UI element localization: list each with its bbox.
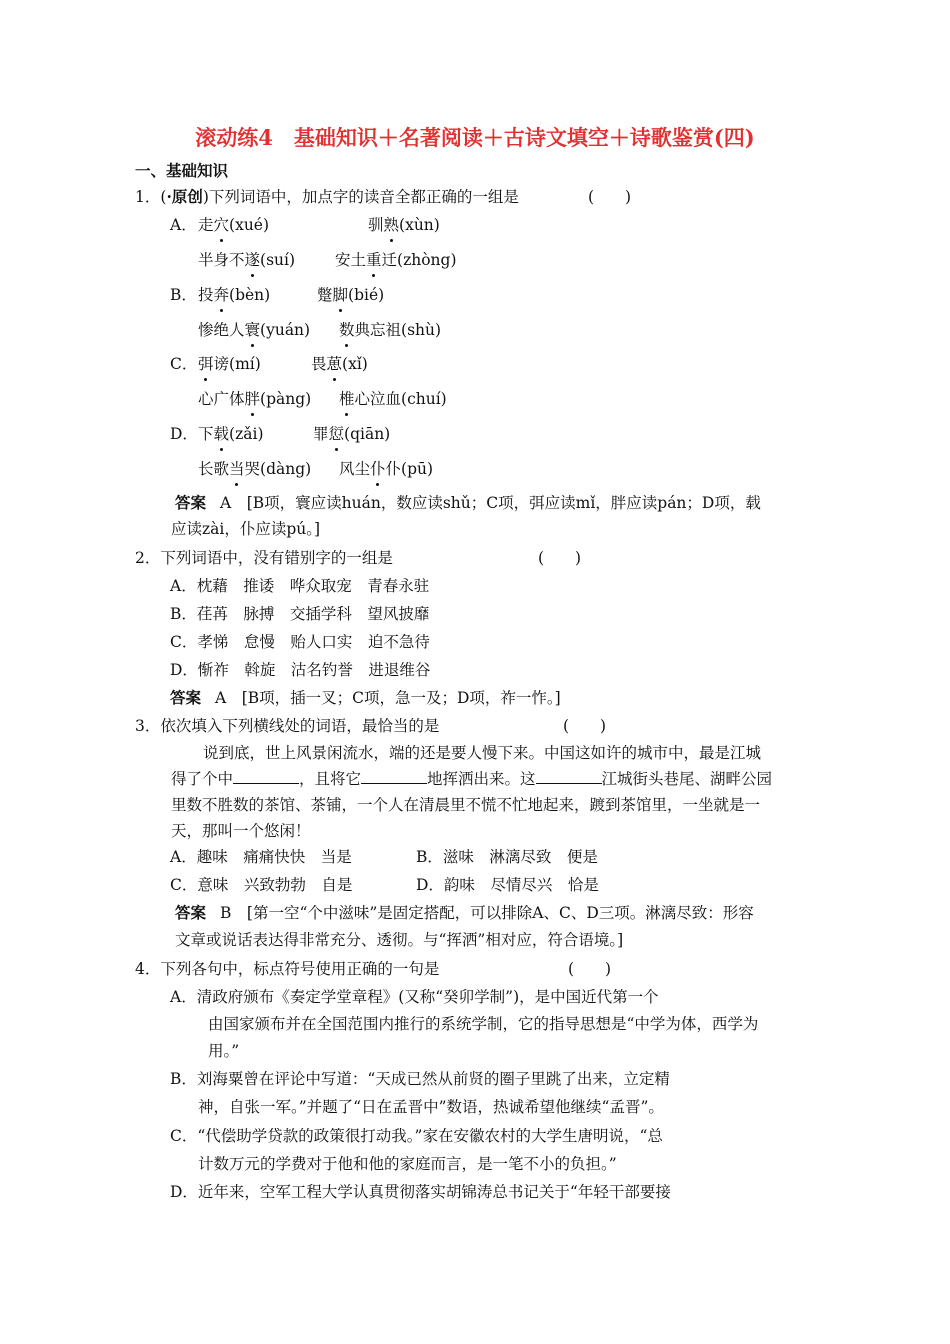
q1-option-d-label: D． (170, 425, 198, 443)
q1-option-d-word-3: 长歌当哭(dàng) (198, 460, 312, 478)
q3-passage-line-1: 说到底，世上风景闲流水，端的还是要人慢下来。中国这如许的城市中，最是江城 (203, 744, 762, 762)
q1-option-b-word-1: 投奔(bèn) (198, 286, 271, 304)
emphasis-dot: 重 (366, 251, 382, 269)
q1-option-a-label: A． (170, 216, 197, 234)
original-tag: ·原创 (166, 187, 203, 206)
emphasis-dot: 葸 (326, 355, 343, 373)
emphasis-dot: 椎 (339, 390, 355, 408)
fill-blank-1 (233, 769, 299, 784)
question-3-answer-paren: ( ) (563, 717, 607, 735)
q2-option-d: D．惭祚 斡旋 沽名钓誉 进退维谷 (170, 661, 431, 679)
page-title: 滚动练4 基础知识＋名著阅读＋古诗文填空＋诗歌鉴赏(四) (195, 125, 755, 150)
emphasis-dot: 载 (213, 425, 230, 443)
q4-option-d-line-1: D．近年来，空军工程大学认真贯彻落实胡锦涛总书记关于“年轻干部要接 (170, 1183, 671, 1201)
q1-option-b-word-2: 蹩脚(bié) (317, 286, 385, 304)
q3-passage-line-2: 得了个中 ，且将它 地挥洒出来。这 江城街头巷尾、湖畔公园 (171, 770, 773, 788)
emphasis-dot: 遂 (244, 251, 261, 269)
q1-answer-cont: 应读zài，仆应读pú。] (171, 520, 321, 538)
answer-label: 答案 (170, 688, 202, 707)
q2-answer: 答案 A [B项，插一叉；C项，急一及；D项，祚一怍。] (170, 688, 561, 707)
q3-option-d: D．韵味 尽情尽兴 恰是 (416, 876, 599, 894)
q1-option-c-word-3: 心广体胖(pàng) (198, 390, 312, 408)
q1-option-b-word-3: 惨绝人寰(yuán) (198, 321, 311, 339)
emphasis-dot: 奔 (213, 286, 230, 304)
fill-blank-3 (536, 769, 602, 784)
question-4-answer-paren: ( ) (568, 960, 612, 978)
q3-answer-cont: 文章或说话表达得非常充分、透彻。与“挥洒”相对应，符合语境。] (175, 931, 624, 949)
q1-option-c-label: C． (170, 355, 198, 373)
question-1-answer-paren: ( ) (588, 188, 632, 206)
section-heading: 一、基础知识 (135, 161, 229, 180)
q2-option-c: C．孝悌 怠慢 贻人口实 迫不急待 (170, 633, 430, 651)
answer-label: 答案 (175, 493, 207, 512)
emphasis-dot: 穴 (213, 216, 230, 234)
q4-option-b-line-1: B．刘海粟曾在评论中写道：“天成已然从前贤的圈子里跳了出来，立定精 (170, 1070, 670, 1088)
emphasis-dot: 数 (339, 321, 355, 339)
question-3-stem: 3．依次填入下列横线处的词语，最恰当的是 (135, 717, 440, 735)
q3-option-a: A．趣味 痛痛快快 当是 (170, 848, 352, 866)
q1-option-d-word-1: 下载(zǎi) (198, 425, 264, 443)
q3-passage-line-4: 天，那叫一个悠闲！ (171, 822, 311, 840)
emphasis-dot: 愆 (328, 425, 345, 443)
q1-option-c-word-2: 畏葸(xǐ) (311, 355, 368, 373)
question-4-stem: 4．下列各句中，标点符号使用正确的一句是 (135, 960, 440, 978)
emphasis-dot: 脚 (332, 286, 349, 304)
q3-passage-line-3: 里数不胜数的茶馆、茶铺，一个人在清晨里不慌不忙地起来，踱到茶馆里，一坐就是一 (171, 796, 761, 814)
q4-option-b-line-2: 神，自张一军。”并题了“日在孟晋中”数语，热诚希望他继续“孟晋”。 (198, 1098, 664, 1116)
q1-answer: 答案 A [B项，寰应读huán，数应读shǔ；C项，弭应读mǐ，胖应读pán；D项，载 (175, 493, 761, 512)
q4-option-a-line-3: 用。” (208, 1042, 240, 1060)
q1-option-a-word-1: 走穴(xué) (198, 216, 270, 234)
q1-option-d-word-2: 罪愆(qiān) (313, 425, 391, 443)
q4-option-a-line-1: A．清政府颁布《奏定学堂章程》(又称“癸卯学制”)，是中国近代第一个 (170, 988, 659, 1006)
question-1-stem: 1．(·原创)下列词语中，加点字的读音全都正确的一组是 (135, 187, 519, 206)
emphasis-dot: 仆 (370, 460, 386, 478)
q3-option-c: C．意味 兴致勃勃 自是 (170, 876, 353, 894)
q3-answer: 答案 B [第一空“个中滋味”是固定搭配，可以排除A、C、D三项。淋漓尽致：形容 (175, 903, 754, 922)
q4-option-a-line-2: 由国家颁布并在全国范围内推行的系统学制，它的指导思想是“中学为体，西学为 (208, 1015, 759, 1033)
q1-option-a-word-2: 驯熟(xùn) (368, 216, 440, 234)
q1-option-a-word-4: 安土重迁(zhòng) (335, 251, 457, 269)
question-2-answer-paren: ( ) (538, 549, 582, 567)
emphasis-dot: 胖 (244, 390, 261, 408)
q1-option-b-label: B． (170, 286, 197, 304)
emphasis-dot: 当 (229, 460, 245, 478)
q1-option-b-word-4: 数典忘祖(shù) (339, 321, 442, 339)
fill-blank-2 (361, 769, 427, 784)
emphasis-dot: 弭 (198, 355, 214, 373)
q1-option-c-word-4: 椎心泣血(chuí) (339, 390, 447, 408)
q2-option-b: B．荏苒 脉搏 交插学科 望风披靡 (170, 605, 430, 623)
q1-option-d-word-4: 风尘仆仆(pū) (339, 460, 434, 478)
question-2-stem: 2．下列词语中，没有错别字的一组是 (135, 549, 393, 567)
q2-option-a: A．枕藉 推诿 哗众取宠 青春永驻 (170, 577, 430, 595)
emphasis-dot: 寰 (244, 321, 261, 339)
q1-option-a-word-3: 半身不遂(suí) (198, 251, 296, 269)
q4-option-c-line-1: C．“代偿助学贷款的政策很打动我。”家在安徽农村的大学生唐明说，“总 (170, 1127, 663, 1145)
answer-label: 答案 (175, 903, 207, 922)
q4-option-c-line-2: 计数万元的学费对于他和他的家庭而言，是一笔不小的负担。” (198, 1155, 617, 1173)
q3-option-b: B．滋味 淋漓尽致 便是 (416, 848, 598, 866)
q1-option-c-word-1: 弭谤(mí) (198, 355, 261, 373)
emphasis-dot: 熟 (383, 216, 400, 234)
